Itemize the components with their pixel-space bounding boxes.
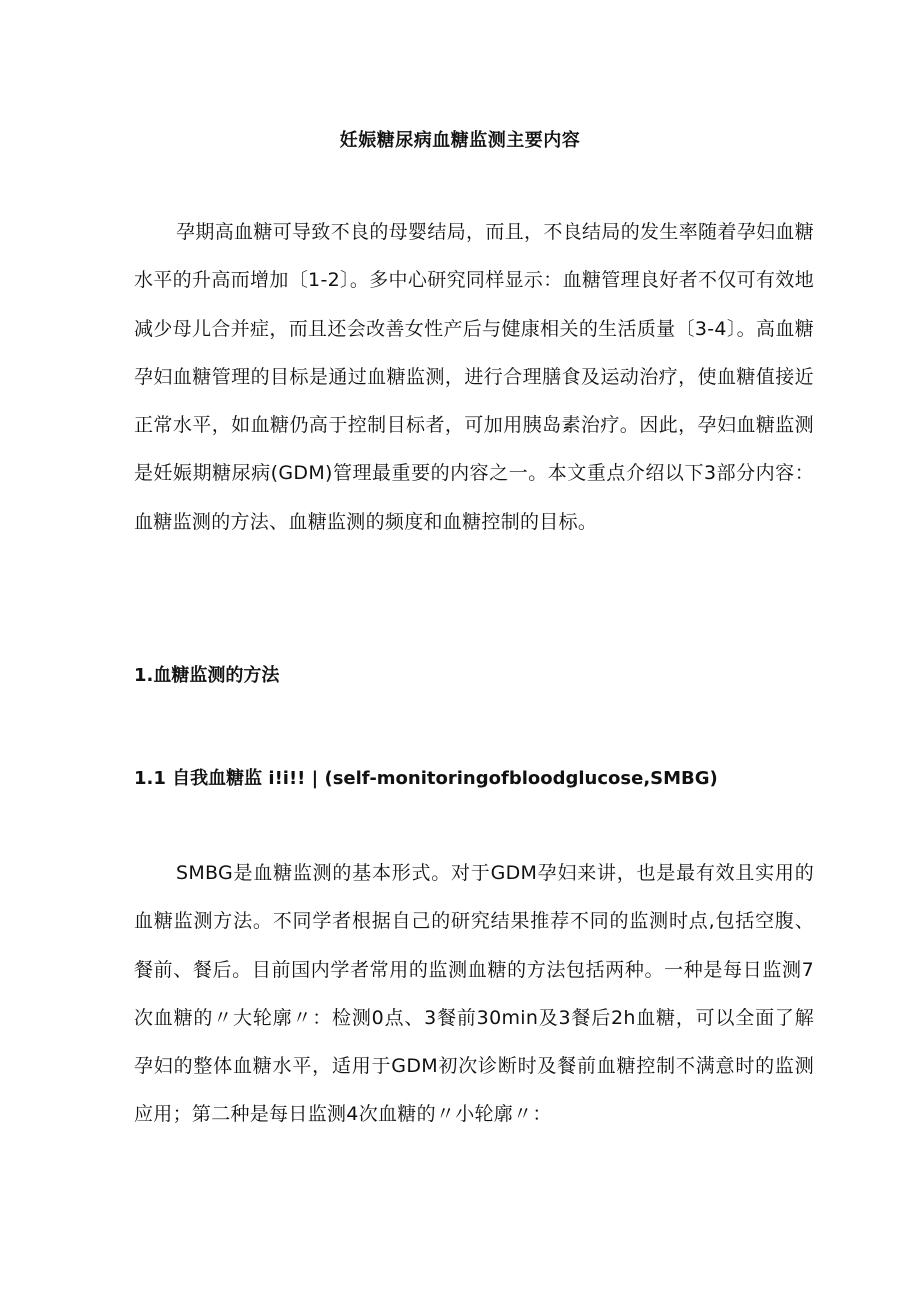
paragraph-smbg-text: SMBG是血糖监测的基本形式。对于GDM孕妇来讲，也是最有效且实用的血糖监测方法。不同学者根据自己的研究结果推荐不同的监测时点,包括空腹、餐前、餐后。目前国内学者常用的监测血糖的方法包括两种。一种是每日监测7次血糖的〃大轮廓〃：检测0点、3餐前30min及3餐后2h血糖，可以全面了解孕妇的整体血糖水平，适用于GDM初次诊断时及餐前血糖控制不满意时的监测应用；第二种是每日监测4次血糖的〃小轮廓〃：: [134, 862, 814, 1126]
paragraph-smbg: [134, 849, 814, 1139]
paragraph-intro: [134, 208, 814, 546]
paragraph-intro-text: 孕期高血糖可导致不良的母婴结局，而且，不良结局的发生率随着孕妇血糖水平的升高而增加〔1-2〕。多中心研究同样显示：血糖管理良好者不仅可有效地减少母儿合并症，而且还会改善女性产后与健康相关的生活质量〔3-4〕。高血糖孕妇血糖管理的目标是通过血糖监测，进行合理膳食及运动治疗，使血糖值接近正常水平，如血糖仍高于控制目标者，可加用胰岛素治疗。因此，孕妇血糖监测是妊娠期糖尿病(GDM)管理最重要的内容之一。本文重点介绍以下3部分内容：血糖监测的方法、血糖监测的频度和血糖控制的目标。: [134, 221, 814, 533]
section-heading-1: 1.血糖监测的方法: [134, 665, 280, 686]
document-title: 妊娠糖尿病血糖监测主要内容: [339, 130, 581, 151]
section-heading-1-1: 1.1 自我血糖监 i!i!! | (self-monitoringofbloodglucose,SMBG): [134, 768, 718, 789]
